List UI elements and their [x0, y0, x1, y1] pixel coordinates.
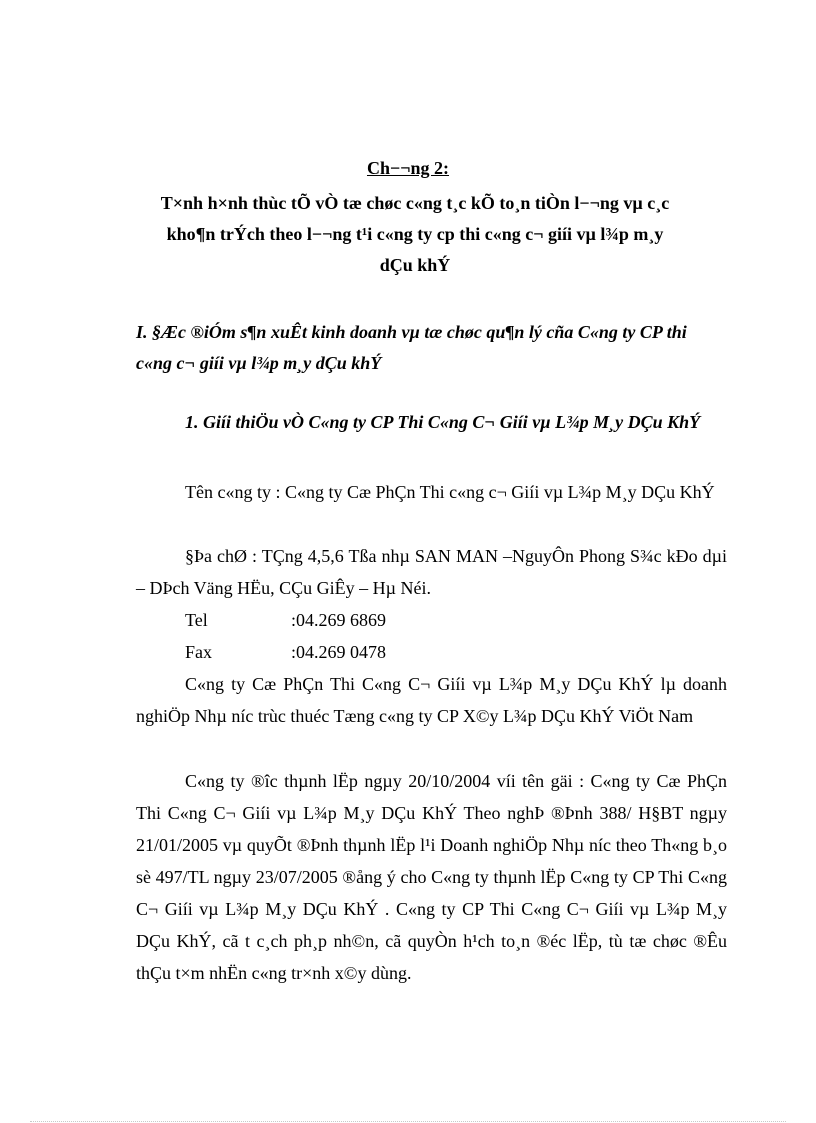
- page-bottom-divider: [30, 1121, 786, 1122]
- subsection-heading: 1. Giíi thiÖu vÒ C«ng ty CP Thi C«ng C¬ Giíi vµ L¾p M¸y DÇu KhÝ: [185, 412, 701, 432]
- fax-value: :04.269 0478: [291, 642, 387, 662]
- section-heading: I. §Æc ®iÓm s¶n xuÊt kinh doanh vµ tæ chøc qu¶n lý cña C«ng ty CP thi c«ng c¬ giíi vµ l¾p m¸y dÇu khÝ: [136, 322, 687, 373]
- tel-row: [185, 609, 386, 631]
- chapter-heading: Ch−¬ng 2:: [366, 158, 450, 178]
- tel-label: Tel: [185, 610, 208, 630]
- chapter-title: T×nh h×nh thùc tÕ vÒ tæ chøc c«ng t¸c kÕ to¸n tiÒn l−¬ng vµ c¸c kho¶n trÝch theo l−¬ng t¹i c«ng ty cp thi c«ng c¬ giíi vµ l¾p m¸y dÇu khÝ: [160, 193, 670, 275]
- fax-label: Fax: [185, 642, 212, 662]
- tel-value: :04.269 6869: [291, 610, 387, 630]
- body-paragraph: C«ng ty ®îc thµnh lËp ngµy 20/10/2004 víi tên gäi : C«ng ty Cæ PhÇn Thi C«ng C¬ Giíi vµ L¾p M¸y DÇu KhÝ Theo nghÞ ®Þnh 388/ H§BT ngµy 21/01/2005 vµ quyÕt ®Þnh thµnh lËp l¹i Doanh nghiÖp Nhµ níc theo Th«ng b¸o sè 497/TL ngµy 23/07/2005 ®ång ý cho C«ng ty thµnh lËp C«ng ty CP Thi C«ng C¬ Giíi vµ L¾p M¸y DÇu KhÝ . C«ng ty CP Thi C«ng C¬ Giíi vµ L¾p M¸y DÇu KhÝ, cã t c¸ch ph¸p nh©n, cã quyÒn h¹ch to¸n ®éc lËp, tù tæ chøc ®Êu thÇu t×m nhËn c«ng tr×nh x©y dùng.: [136, 771, 727, 983]
- body-paragraph: C«ng ty Cæ PhÇn Thi C«ng C¬ Giíi vµ L¾p M¸y DÇu KhÝ lµ doanh nghiÖp Nhµ níc trùc thuéc Tæng c«ng ty CP X©y L¾p DÇu KhÝ ViÖt Nam: [136, 674, 727, 726]
- company-name-paragraph: Tên c«ng ty : C«ng ty Cæ PhÇn Thi c«ng c¬ Giíi vµ L¾p M¸y DÇu KhÝ: [185, 482, 715, 502]
- address-paragraph: §Þa chØ : TÇng 4,5,6 Tßa nhµ SAN MAN –NguyÔn Phong S¾c kÐo dµi – DÞch Väng HËu, CÇu GiÊy – Hµ Néi.: [136, 546, 727, 598]
- fax-row: [185, 641, 386, 663]
